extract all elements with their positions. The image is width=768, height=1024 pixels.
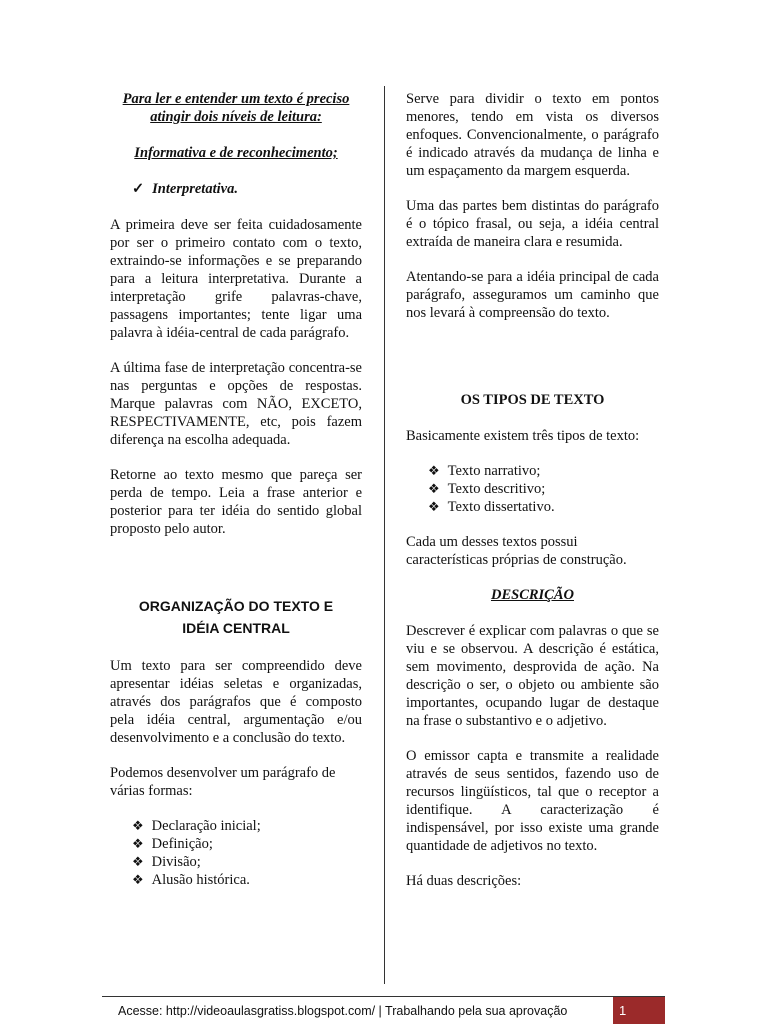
diamond-bullet-icon: ❖	[132, 854, 144, 869]
diamond-bullet-icon: ❖	[132, 836, 144, 851]
types-list	[406, 462, 659, 516]
list-item	[132, 817, 362, 835]
list-item-label: Alusão histórica.	[151, 872, 250, 888]
list-item-label: Texto descritivo;	[447, 481, 546, 497]
list-item-label: Declaração inicial;	[151, 818, 261, 834]
list-item-label: Divisão;	[151, 854, 201, 870]
paragraph: Cada um desses textos possui características próprias de construção.	[406, 534, 627, 568]
paragraph: Um texto para ser compreendido deve apresentar idéias seletas e organizadas, através dos parágrafos que é composto pela idéia central, argumentação e/ou desenvolvimento e a conclusão do texto.	[110, 658, 362, 746]
subheading: Informativa e de reconhecimento;	[134, 145, 338, 161]
diamond-bullet-icon: ❖	[428, 499, 440, 514]
section-title-line: IDÉIA CENTRAL	[182, 620, 290, 636]
left-column	[110, 90, 362, 906]
checklist-item	[132, 180, 362, 198]
diamond-bullet-icon: ❖	[132, 872, 144, 887]
footer-text: Acesse: http://videoaulasgratiss.blogspot.com/ | Trabalhando pela sua aprovação	[118, 1004, 568, 1018]
page-number: 1	[613, 997, 665, 1024]
paragraph: Uma das partes bem distintas do parágrafo é o tópico frasal, ou seja, a idéia central extraída de maneira clara e resumida.	[406, 198, 659, 250]
paragraph: Retorne ao texto mesmo que pareça ser perda de tempo. Leia a frase anterior e posterior para ter idéia do sentido global proposto pelo autor.	[110, 467, 362, 537]
footer-divider	[102, 996, 665, 997]
list-item	[428, 462, 659, 480]
diamond-bullet-icon: ❖	[428, 481, 440, 496]
check-icon: ✓	[132, 181, 145, 197]
list-item	[132, 835, 362, 853]
section-title-line: ORGANIZAÇÃO DO TEXTO E	[138, 598, 334, 614]
types-title: OS TIPOS DE TEXTO	[460, 392, 605, 408]
paragraph: Podemos desenvolver um parágrafo de várias formas:	[110, 765, 336, 799]
intro-heading: Para ler e entender um texto é preciso atingir dois níveis de leitura:	[122, 91, 350, 125]
list-item-label: Definição;	[151, 836, 213, 852]
list-item	[132, 853, 362, 871]
right-column	[406, 90, 659, 907]
paragraph: A última fase de interpretação concentra-se nas perguntas e opções de respostas. Marque palavras com NÃO, EXCETO, RESPECTIVAMENTE, etc, pois fazem diferença na escolha adequada.	[110, 360, 362, 448]
forms-list	[110, 817, 362, 889]
list-item	[428, 480, 659, 498]
list-item-label: Texto dissertativo.	[447, 499, 555, 515]
paragraph: Serve para dividir o texto em pontos menores, tendo em vista os diversos enfoques. Convencionalmente, o parágrafo é indicado através da mudança de linha e um espaçamento da margem esquerda.	[406, 91, 659, 179]
spacer	[110, 555, 362, 595]
paragraph: Há duas descrições:	[406, 873, 522, 889]
paragraph: Basicamente existem três tipos de texto:	[406, 428, 640, 444]
paragraph: Atentando-se para a idéia principal de cada parágrafo, asseguramos um caminho que nos levará à compreensão do texto.	[406, 269, 659, 321]
checklist-item-label: Interpretativa.	[152, 181, 238, 197]
list-item	[132, 871, 362, 889]
paragraph: O emissor capta e transmite a realidade através de seus sentidos, fazendo uso de recursos lingüísticos, tal que o receptor a identifique. A caracterização é indispensável, por isso existe uma grande quantidade de adjetivos no texto.	[406, 748, 659, 854]
paragraph: Descrever é explicar com palavras o que se viu e se observou. A descrição é estática, sem movimento, desprovida de ação. Na descrição o ser, o objeto ou ambiente são importantes, ocupando lugar de destaque na frase o substantivo e o adjetivo.	[406, 623, 659, 729]
diamond-bullet-icon: ❖	[428, 463, 440, 478]
list-item-label: Texto narrativo;	[447, 463, 541, 479]
description-title: DESCRIÇÃO	[490, 587, 574, 603]
list-item	[428, 498, 659, 516]
column-divider	[384, 86, 385, 984]
section-title	[110, 595, 362, 639]
paragraph: A primeira deve ser feita cuidadosamente por ser o primeiro contato com o texto, extraindo-se informações e se preparando para a leitura interpretativa. Durante a interpretação grife palavras-chave, passagens importantes; tente ligar uma palavra à idéia-central de cada parágrafo.	[110, 217, 362, 341]
diamond-bullet-icon: ❖	[132, 818, 144, 833]
spacer	[406, 339, 659, 391]
